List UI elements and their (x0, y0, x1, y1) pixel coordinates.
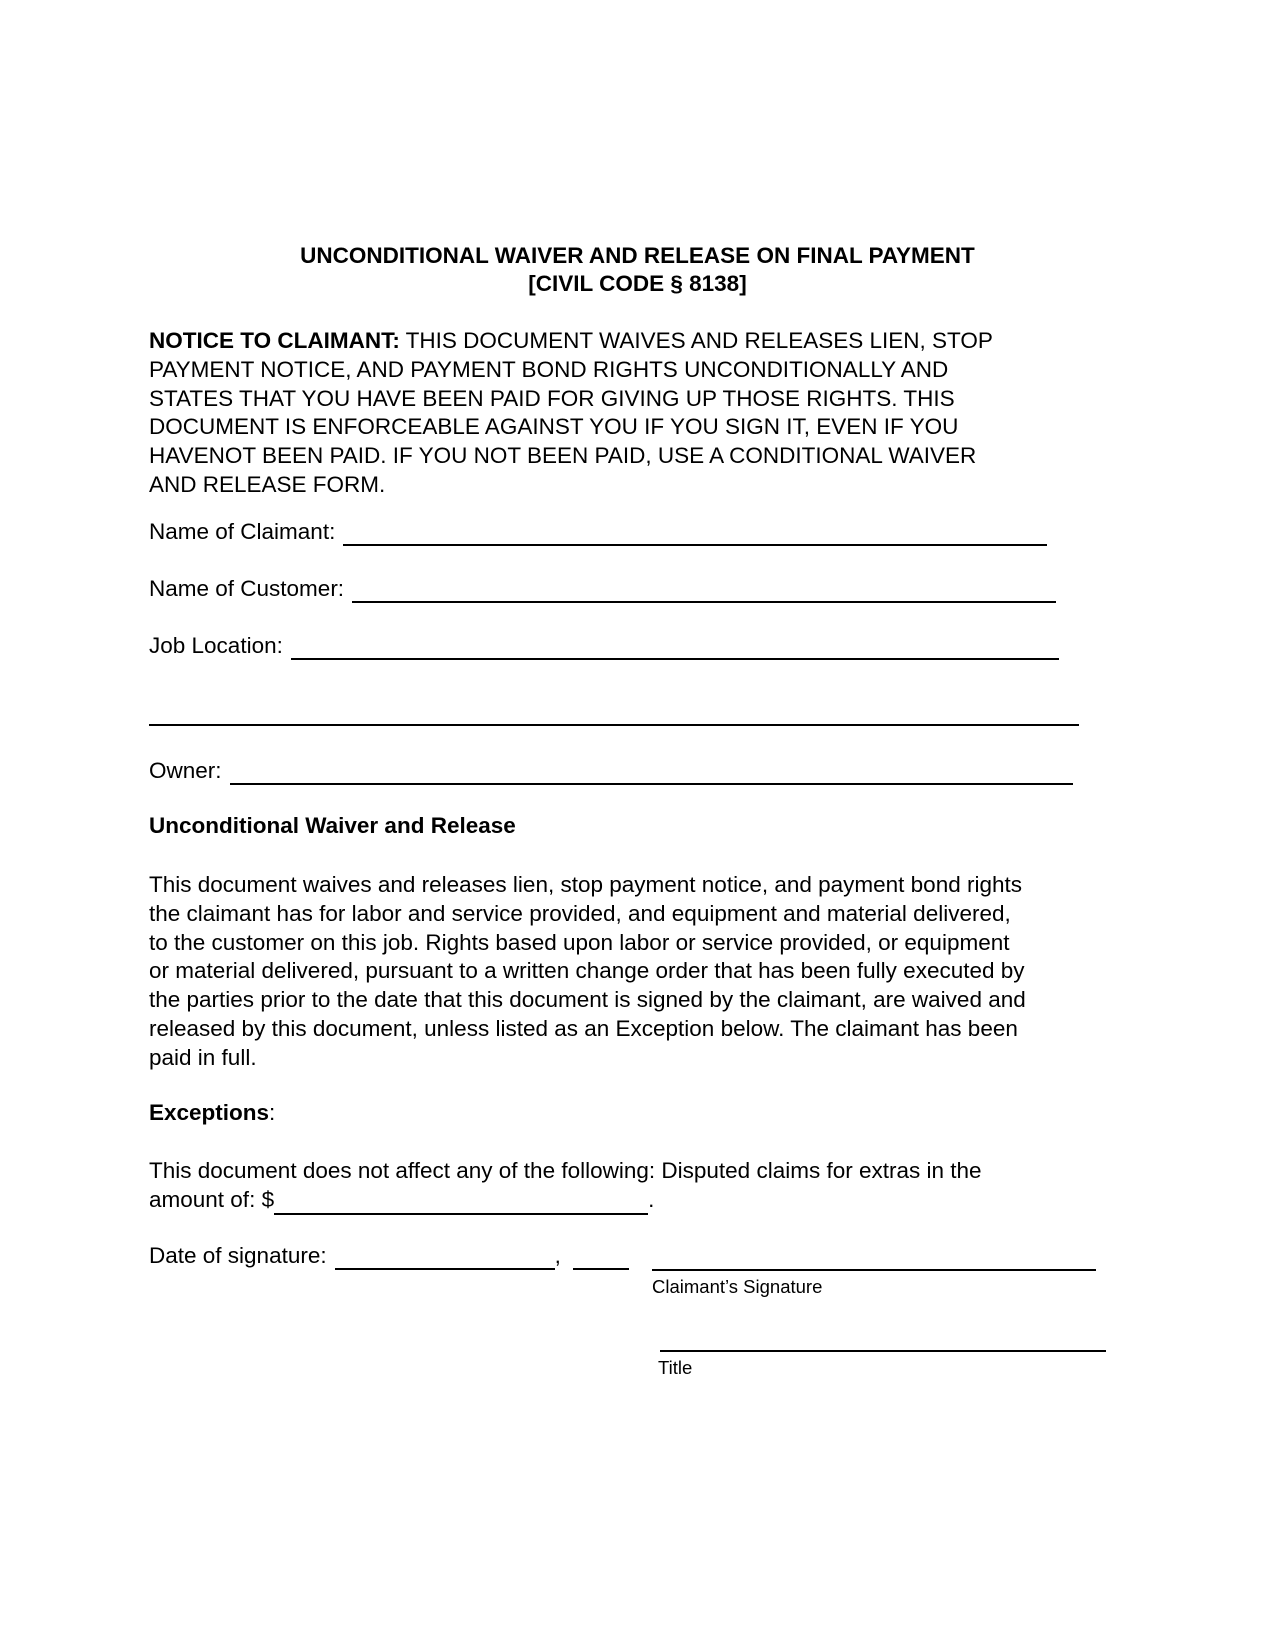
title-line[interactable] (660, 1350, 1106, 1352)
release-line: to the customer on this job. Rights based upon labor or service provided, or equipment (149, 929, 1010, 955)
claimant-name-row (149, 518, 1047, 546)
exceptions-line: This document does not affect any of the following: Disputed claims for extras in the (149, 1158, 982, 1183)
disputed-amount-period: . (648, 1186, 655, 1212)
release-heading: Unconditional Waiver and Release (149, 813, 516, 838)
date-comma: , (554, 1243, 561, 1268)
disputed-amount-label: amount of: $ (149, 1186, 275, 1212)
exceptions-paragraph (149, 1157, 1149, 1215)
release-line: the claimant has for labor and service provided, and equipment and material delivered, (149, 900, 1011, 926)
notice-line: THIS DOCUMENT WAIVES AND RELEASES LIEN, STOP (399, 328, 993, 353)
release-line: released by this document, unless listed as an Exception below. The claimant has been (149, 1015, 1018, 1041)
disputed-amount-field[interactable] (274, 1191, 648, 1215)
claimant-name-label: Name of Claimant: (149, 519, 336, 544)
disputed-amount-row (149, 1186, 1149, 1215)
signature-date-field[interactable] (335, 1246, 555, 1270)
exceptions-heading-colon: : (269, 1100, 276, 1125)
signature-year-field[interactable] (573, 1246, 629, 1270)
civil-code-reference: [CIVIL CODE § 8138] (528, 271, 747, 296)
owner-label: Owner: (149, 758, 222, 783)
customer-name-field[interactable] (352, 579, 1056, 603)
job-location-field[interactable] (291, 636, 1059, 660)
notice-line: HAVENOT BEEN PAID. IF YOU NOT BEEN PAID, USE A CONDITIONAL WAIVER (149, 443, 977, 469)
claimant-signature-line[interactable] (652, 1269, 1096, 1271)
date-of-signature-row (149, 1242, 629, 1270)
claimant-name-field[interactable] (343, 522, 1047, 546)
release-line: This document waives and releases lien, stop payment notice, and payment bond rights (149, 872, 1022, 897)
exceptions-heading (149, 1099, 275, 1127)
release-line: the parties prior to the date that this document is signed by the claimant, are waived and (149, 987, 1026, 1013)
customer-name-label: Name of Customer: (149, 576, 345, 601)
release-line: paid in full. (149, 1044, 257, 1070)
job-location-second-line[interactable] (149, 724, 1079, 726)
notice-label: NOTICE TO CLAIMANT: (149, 328, 400, 353)
owner-row (149, 757, 1073, 785)
notice-line: DOCUMENT IS ENFORCEABLE AGAINST YOU IF YOU SIGN IT, EVEN IF YOU (149, 414, 959, 440)
notice-line: AND RELEASE FORM. (149, 471, 386, 497)
job-location-label: Job Location: (149, 633, 283, 658)
date-of-signature-label: Date of signature: (149, 1243, 327, 1268)
notice-line: STATES THAT YOU HAVE BEEN PAID FOR GIVING UP THOSE RIGHTS. THIS (149, 385, 955, 411)
owner-field[interactable] (230, 761, 1073, 785)
release-line: or material delivered, pursuant to a written change order that has been fully executed by (149, 958, 1025, 984)
document-title: UNCONDITIONAL WAIVER AND RELEASE ON FINAL PAYMENT (300, 243, 975, 268)
exceptions-heading-text: Exceptions (149, 1100, 270, 1125)
release-paragraph (149, 871, 1149, 1073)
title-label: Title (658, 1357, 693, 1378)
notice-to-claimant (149, 327, 1149, 500)
job-location-row (149, 632, 1059, 660)
claimant-signature-label: Claimant’s Signature (652, 1276, 823, 1297)
customer-name-row (149, 575, 1056, 603)
notice-line: PAYMENT NOTICE, AND PAYMENT BOND RIGHTS UNCONDITIONALLY AND (149, 356, 949, 382)
